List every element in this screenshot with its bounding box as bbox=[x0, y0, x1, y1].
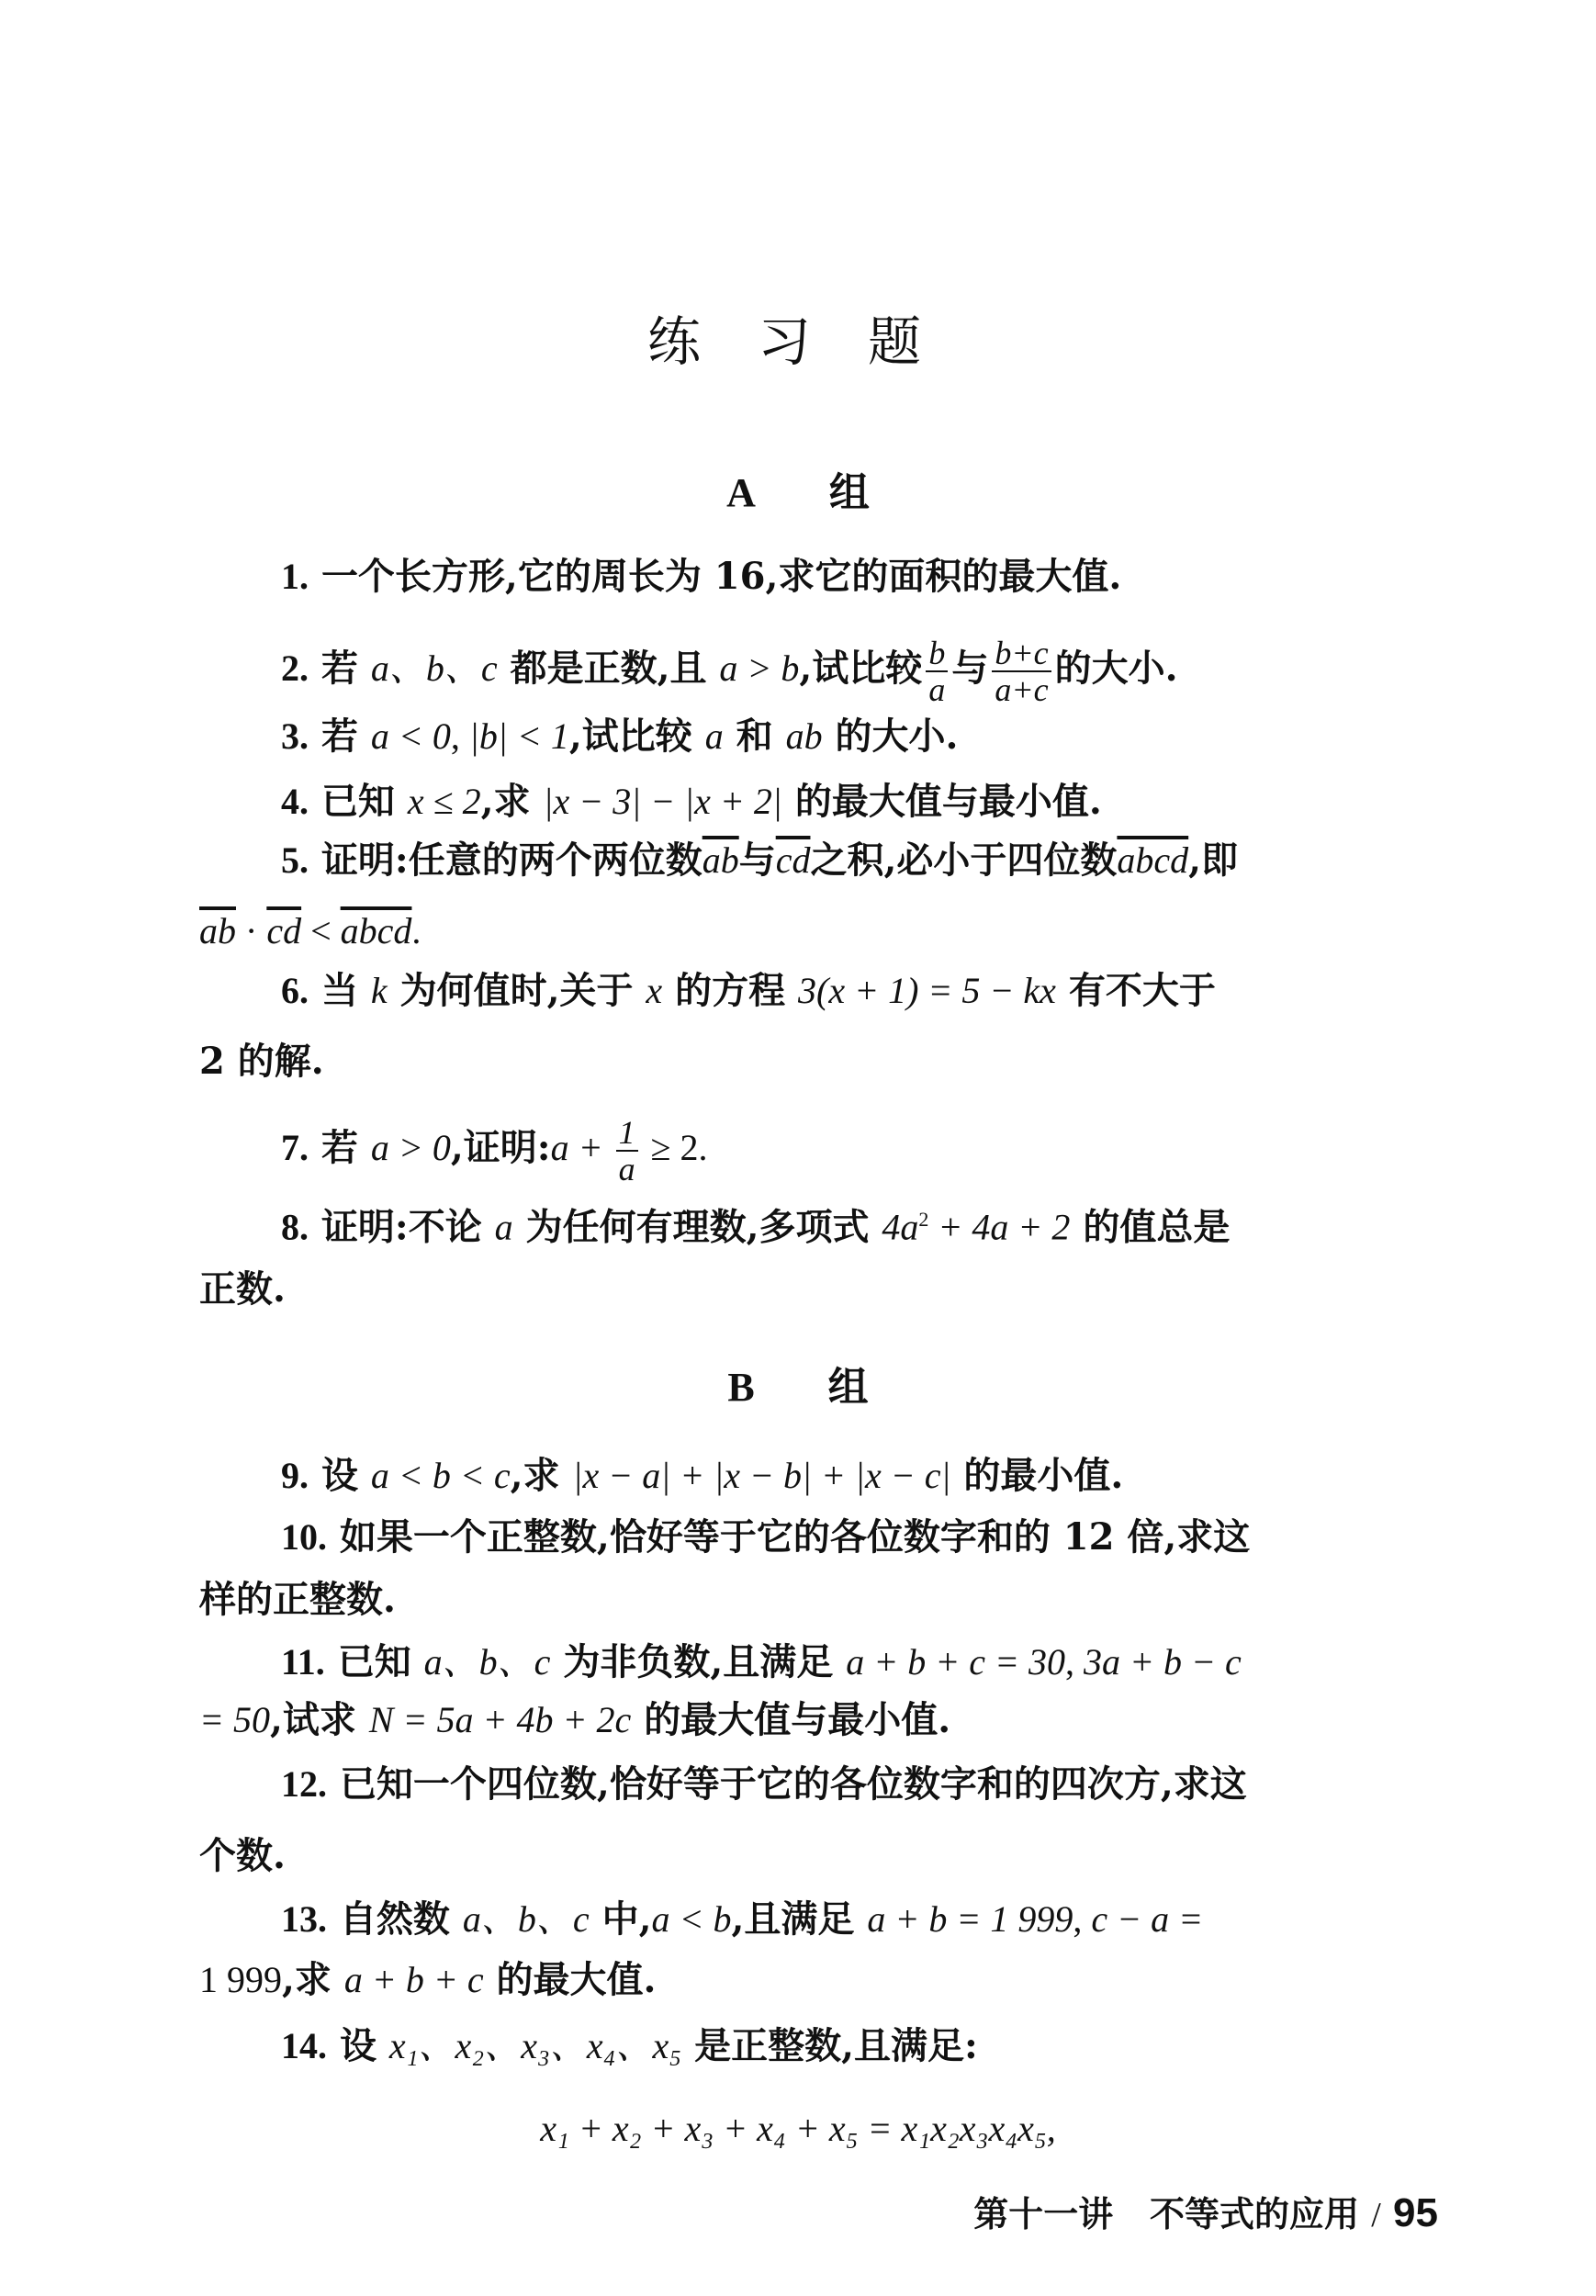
problem-5 bbox=[281, 837, 1238, 884]
math-var: ab bbox=[785, 715, 823, 757]
denominator: a bbox=[928, 671, 946, 708]
overlined-number: $\overline{ab}$ bbox=[199, 910, 236, 951]
exponent: 2 bbox=[918, 1208, 929, 1231]
separator: , bbox=[1064, 1641, 1084, 1683]
separator: , bbox=[1073, 1898, 1092, 1940]
problem-text: 自然数 bbox=[339, 1897, 463, 1941]
page-number: 95 bbox=[1393, 2190, 1438, 2235]
problem-text: 一个长方形,它的周长为 16,求它的面积的最大值. bbox=[320, 555, 1122, 598]
problem-11 bbox=[281, 1638, 1242, 1686]
math-expression: ≥ 2. bbox=[641, 1127, 708, 1168]
math-equation: N = 5a + 4b + 2c bbox=[368, 1699, 632, 1740]
problem-text: 中, bbox=[589, 1897, 652, 1941]
group-a-label: 组 bbox=[828, 469, 870, 516]
problem-10-continuation: 样的正整数. bbox=[199, 1578, 396, 1621]
problem-text: 的值总是 bbox=[1070, 1205, 1231, 1249]
math-condition: |b| < 1 bbox=[468, 715, 569, 757]
problem-text: 的最大值与最小值. bbox=[781, 780, 1102, 823]
period: . bbox=[411, 910, 421, 951]
problem-12 bbox=[281, 1761, 1247, 1808]
problem-text: 证明:不论 bbox=[320, 1205, 495, 1249]
math-expression: + 4a + 2 bbox=[928, 1206, 1071, 1248]
problem-number: 5. bbox=[281, 839, 309, 881]
group-b-heading bbox=[0, 1354, 1596, 1412]
overlined-number: $\overline{ab}$ bbox=[702, 839, 739, 881]
math-equation: a + b + c = 30 bbox=[846, 1641, 1065, 1683]
math-expression: |x − 3| − |x + 2| bbox=[543, 781, 782, 822]
overlined-number: $\overline{cd}$ bbox=[266, 910, 302, 951]
math-var: x bbox=[646, 970, 663, 1011]
problem-text: ,即 bbox=[1188, 838, 1239, 882]
problem-text: 证明:任意的两个两位数 bbox=[320, 838, 702, 882]
problem-text: 若 bbox=[320, 1126, 371, 1169]
problem-text: ,试比较 bbox=[799, 647, 923, 690]
math-vars: a、b、c bbox=[423, 1641, 551, 1683]
problem-text: 已知 bbox=[320, 780, 408, 823]
problem-text: 与 bbox=[738, 838, 776, 882]
footer-topic: 不等式的应用 bbox=[1150, 2193, 1360, 2234]
math-expression: 4a bbox=[882, 1206, 919, 1248]
problem-text: 若 bbox=[320, 647, 371, 690]
problem-text: 为任何有理数,多项式 bbox=[512, 1205, 882, 1249]
math-condition: a < b bbox=[651, 1898, 732, 1940]
numerator: b bbox=[926, 636, 948, 672]
problem-6 bbox=[281, 967, 1216, 1015]
separator: , bbox=[450, 715, 469, 757]
problem-text: ,求 bbox=[510, 1454, 573, 1497]
page-footer bbox=[973, 2186, 1438, 2236]
fraction-bc-over-ac bbox=[992, 636, 1051, 707]
math-inequality: a > b bbox=[719, 647, 800, 689]
fraction-1-over-a bbox=[616, 1115, 638, 1187]
numerator: b+c bbox=[992, 636, 1051, 672]
problem-text: 的最大值. bbox=[483, 1958, 657, 2001]
problem-text: ,试求 bbox=[270, 1698, 369, 1741]
math-equation: 3(x + 1) = 5 − kx bbox=[798, 970, 1056, 1011]
problem-text: ,证明: bbox=[450, 1126, 551, 1169]
problem-6-continuation: 2 的解. bbox=[199, 1040, 324, 1083]
math-vars: a、b、c bbox=[462, 1898, 590, 1940]
problem-text: ,求 bbox=[480, 780, 544, 823]
problem-number: 7. bbox=[281, 1127, 309, 1168]
problem-text: 之积,必小于四位数 bbox=[810, 838, 1118, 882]
problem-2 bbox=[281, 632, 1178, 707]
problem-text: ,试比较 bbox=[568, 715, 705, 758]
problem-number: 12. bbox=[281, 1763, 327, 1805]
problem-text: 已知 bbox=[337, 1640, 424, 1683]
problem-14-formula bbox=[0, 2105, 1596, 2153]
math-var: a bbox=[704, 715, 724, 757]
problem-text: 设 bbox=[320, 1454, 371, 1497]
problem-8-continuation: 正数. bbox=[199, 1267, 286, 1311]
problem-text: ,且满足 bbox=[731, 1897, 868, 1941]
page-title: 练习题 bbox=[646, 310, 978, 373]
problem-number: 10. bbox=[281, 1516, 327, 1558]
problem-text: 与 bbox=[951, 647, 989, 690]
problem-number: 3. bbox=[281, 715, 309, 757]
problem-number: 9. bbox=[281, 1455, 309, 1496]
group-a-heading bbox=[0, 459, 1596, 518]
problem-text: 的方程 bbox=[662, 969, 799, 1012]
problem-text: 设 bbox=[339, 2024, 389, 2067]
problem-5-continuation bbox=[199, 907, 421, 955]
problem-number: 13. bbox=[281, 1898, 327, 1940]
problem-13-continuation bbox=[199, 1956, 656, 2004]
math-expression: a + bbox=[550, 1127, 613, 1168]
problem-text: 如果一个正整数,恰好等于它的各位数字和的 12 倍,求这 bbox=[339, 1515, 1251, 1559]
problem-text: ,求 bbox=[282, 1958, 344, 2001]
fraction-b-over-a bbox=[926, 636, 948, 707]
math-condition: a < b < c bbox=[370, 1455, 511, 1496]
group-b-letter: B bbox=[727, 1365, 755, 1410]
math-vars: x₁、x₂、x₃、x₄、x₅ bbox=[388, 2025, 682, 2066]
denominator: a+c bbox=[995, 671, 1049, 708]
problem-text: 为何值时,关于 bbox=[387, 969, 646, 1012]
problem-14 bbox=[281, 2022, 978, 2070]
problem-text: 的最小值. bbox=[950, 1454, 1124, 1497]
problem-text: 为非负数,且满足 bbox=[550, 1640, 847, 1683]
math-var: k bbox=[370, 970, 388, 1011]
problem-text: 已知一个四位数,恰好等于它的各位数字和的四次方,求这 bbox=[339, 1762, 1247, 1806]
denominator: a bbox=[618, 1151, 635, 1187]
problem-text: 的最大值与最小值. bbox=[631, 1698, 951, 1741]
math-expression: |x − a| + |x − b| + |x − c| bbox=[572, 1455, 951, 1496]
problem-text: 有不大于 bbox=[1055, 969, 1216, 1012]
overlined-number: $\overline{cd}$ bbox=[775, 839, 811, 881]
problem-number: 8. bbox=[281, 1206, 309, 1248]
problem-number: 11. bbox=[281, 1641, 325, 1683]
problem-number: 4. bbox=[281, 781, 309, 822]
problem-4 bbox=[281, 778, 1102, 826]
problem-9 bbox=[281, 1452, 1123, 1500]
footer-chapter: 第十一讲 bbox=[973, 2193, 1114, 2234]
problem-number: 6. bbox=[281, 970, 309, 1011]
problem-text: 都是正数,且 bbox=[497, 647, 720, 690]
math-equation: c − a = bbox=[1091, 1898, 1204, 1940]
overlined-number: abcd bbox=[340, 910, 412, 951]
group-b-label: 组 bbox=[827, 1364, 869, 1411]
group-a-letter: A bbox=[726, 470, 756, 515]
math-equation: = 50 bbox=[199, 1699, 270, 1740]
problem-12-continuation: 个数. bbox=[199, 1834, 286, 1877]
problem-text: 当 bbox=[320, 969, 371, 1012]
problem-13 bbox=[281, 1896, 1203, 1943]
dot-operator: · bbox=[236, 910, 267, 951]
problem-10 bbox=[281, 1514, 1250, 1561]
number: 1 999 bbox=[199, 1959, 282, 2000]
problem-3 bbox=[281, 713, 958, 760]
math-condition: a < 0 bbox=[370, 715, 451, 757]
problem-text: 是正整数,且满足: bbox=[681, 2024, 978, 2067]
problem-number: 14. bbox=[281, 2025, 327, 2066]
math-var: a bbox=[494, 1206, 513, 1248]
problem-text: 的大小. bbox=[822, 715, 959, 758]
problem-text: 和 bbox=[723, 715, 786, 758]
less-than: < bbox=[301, 910, 341, 951]
problem-11-continuation bbox=[199, 1696, 950, 1744]
problem-7 bbox=[281, 1111, 708, 1187]
math-equation: x₁ + x₂ + x₃ + x₄ + x₅ = x₁x₂x₃x₄x₅, bbox=[540, 2108, 1056, 2149]
math-condition: x ≤ 2 bbox=[407, 781, 481, 822]
math-vars: a、b、c bbox=[370, 647, 498, 689]
math-expression: a + b + c bbox=[343, 1959, 484, 2000]
problem-text: 若 bbox=[320, 715, 371, 758]
problem-text: 的大小. bbox=[1054, 647, 1178, 690]
problem-8 bbox=[281, 1196, 1230, 1251]
problem-1 bbox=[281, 553, 1121, 601]
problem-number: 2. bbox=[281, 647, 309, 689]
problem-number: 1. bbox=[281, 556, 309, 597]
math-equation: a + b = 1 999 bbox=[867, 1898, 1073, 1940]
overlined-number: abcd bbox=[1117, 839, 1189, 881]
math-equation: 3a + b − c bbox=[1083, 1641, 1242, 1683]
footer-separator: / bbox=[1371, 2196, 1381, 2234]
math-condition: a > 0 bbox=[370, 1127, 451, 1168]
numerator: 1 bbox=[616, 1115, 638, 1152]
